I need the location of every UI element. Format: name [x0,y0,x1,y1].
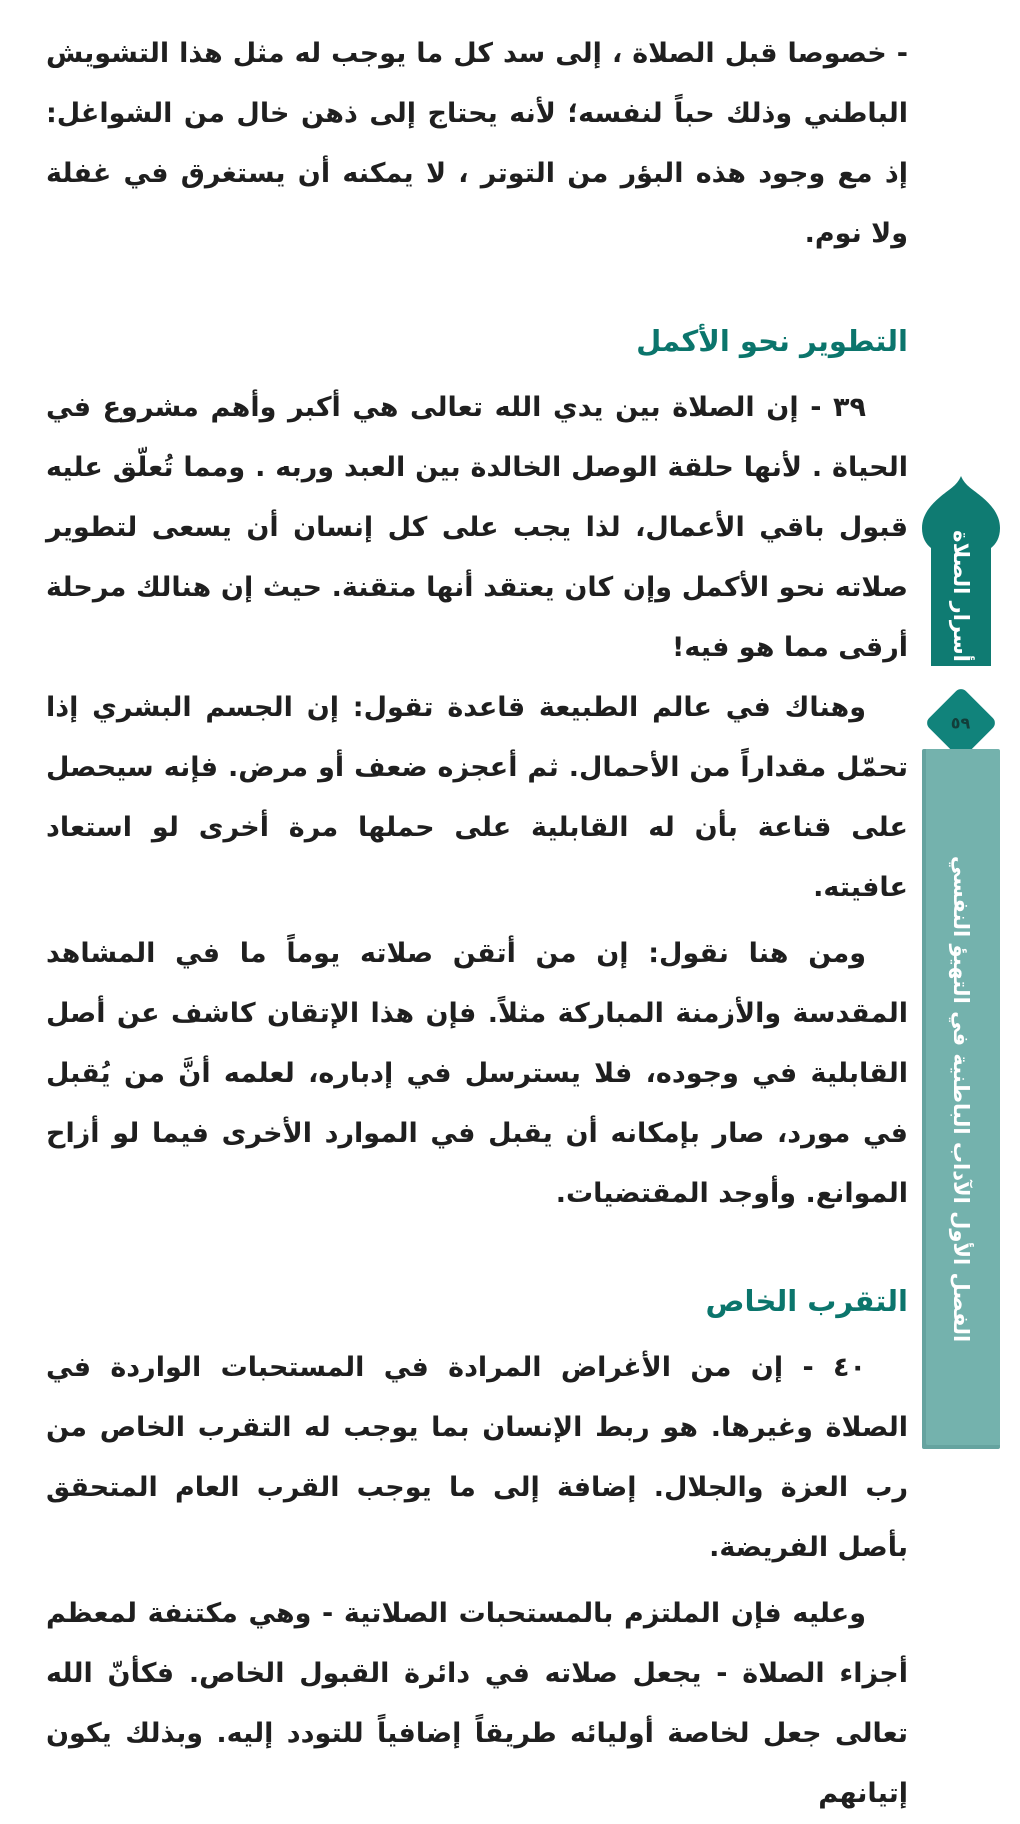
body-paragraph: ٤٠ - إن من الأغراض المرادة في المستحبات الواردة في الصلاة وغيرها. هو ربط الإنسان بما يوجب له التقرب الخاص من رب العزة والجلال. إضافة إلى ما يوجب القرب العام المتحقق بأصل الفريضة. [46,1352,908,1563]
page-text-column [46,24,908,1824]
body-paragraph: - خصوصا قبل الصلاة ، إلى سد كل ما يوجب له مثل هذا التشويش الباطني وذلك حباً لنفسه؛ لأنه يحتاج إلى ذهن خال من الشواغل: إذ مع وجود هذه البؤر من التوتر ، لا يمكنه أن يستغرق في غفلة ولا نوم. [46,38,908,249]
section-heading: التطوير نحو الأكمل [636,324,908,358]
chapter-tab-label: الفصل الأول الآداب الباطنية في التهيؤ النفسي [949,855,973,1343]
section-heading: التقرب الخاص [705,1284,908,1318]
body-paragraph: ٣٩ - إن الصلاة بين يدي الله تعالى هي أكبر وأهم مشروع في الحياة . لأنها حلقة الوصل الخالدة بين العبد وربه . ومما تُعلّق عليه قبول باقي الأعمال، لذا يجب على كل إنسان أن يسعى لتطوير صلاته نحو الأكمل وإن كان يعتقد أنها متقنة. حيث إن هنالك مرحلة أرقى مما هو فيه! [46,392,908,663]
body-paragraph: ومن هنا نقول: إن من أتقن صلاته يوماً ما في المشاهد المقدسة والأزمنة المباركة مثلاً. فإن هذا الإتقان كاشف عن أصل القابلية في وجوده، فلا يسترسل في إدباره، لعلمه أنَّ من يُقبل في مورد، صار بإمكانه أن يقبل في الموارد الأخرى فيما لو أزاح الموانع. وأوجد المقتضيات. [46,938,908,1209]
body-paragraph: وعليه فإن الملتزم بالمستحبات الصلاتية - وهي مكتنفة لمعظم أجزاء الصلاة - يجعل صلاته في دائرة القبول الخاص. فكأنّ الله تعالى جعل لخاصة أوليائه طريقاً إضافياً للتودد إليه. وبذلك يكون إتيانهم [46,1598,908,1809]
chapter-tab [922,749,1000,1449]
book-title-label: أسرار الصلاة [949,530,973,662]
book-title-tab [920,474,1002,668]
body-paragraph: وهناك في عالم الطبيعة قاعدة تقول: إن الجسم البشري إذا تحمّل مقداراً من الأحمال. ثم أعجزه ضعف أو مرض. فإنه سيحصل على قناعة بأن له القابلية على حملها مرة أخرى لو استعاد عافيته. [46,692,908,903]
page-number-label: ٥٩ [951,713,971,733]
